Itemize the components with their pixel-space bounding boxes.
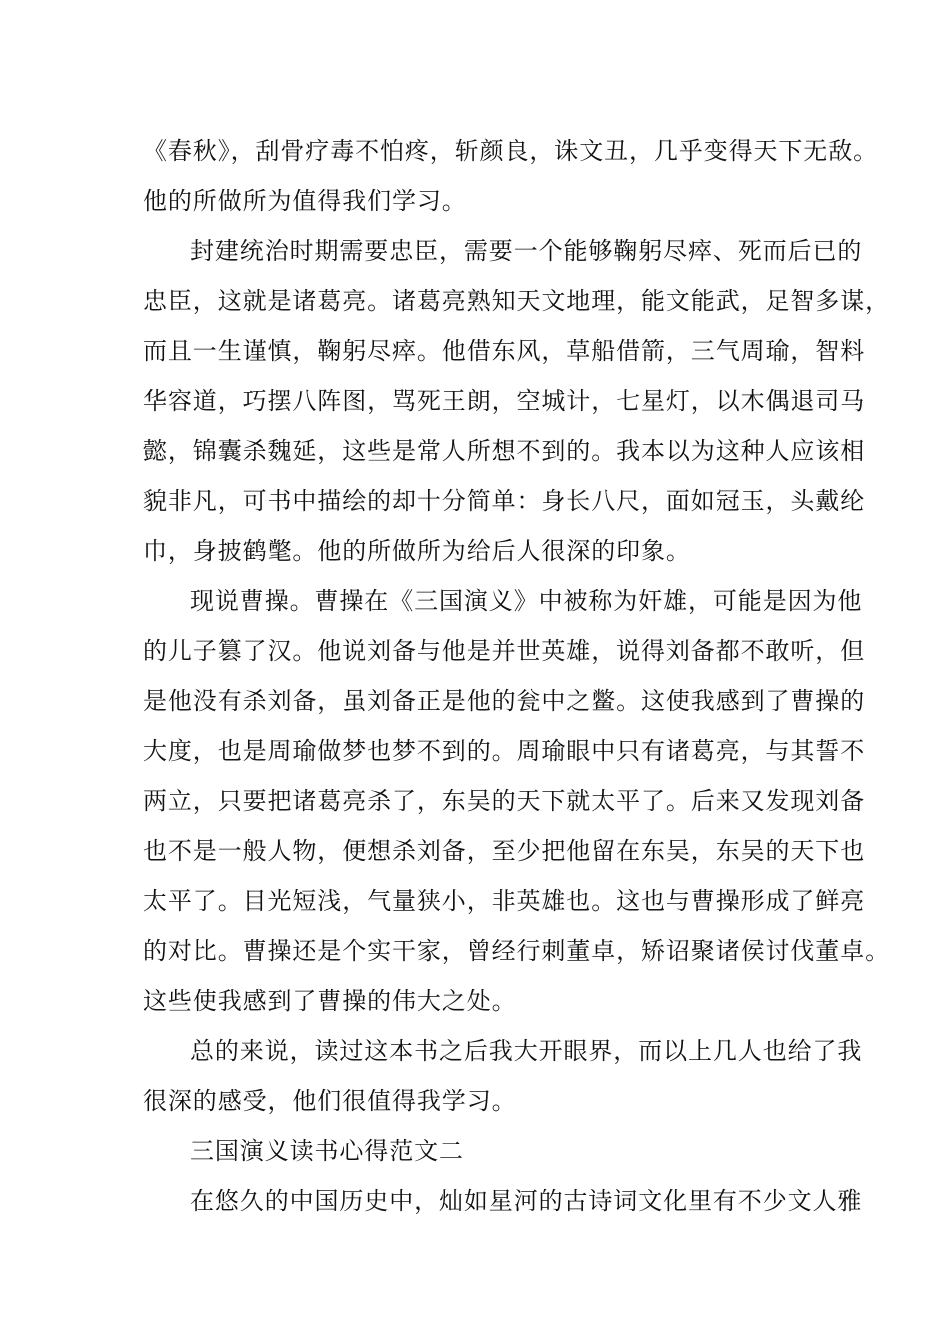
paragraph-first-line: 总的来说，读过这本书之后我大开眼界，而以上几人也给了我 — [190, 1037, 863, 1065]
text-line: 懿，锦囊杀魏延，这些是常人所想不到的。我本以为这种人应该相 — [143, 437, 866, 465]
text-line: 华容道，巧摆八阵图，骂死王朗，空城计，七星灯，以木偶退司马 — [143, 387, 866, 415]
text-line: 也不是一般人物，便想杀刘备，至少把他留在东吴，东吴的天下也 — [143, 837, 866, 865]
paragraph-first-line: 现说曹操。曹操在《三国演义》中被称为奸雄，可能是因为他 — [190, 587, 863, 615]
text-line: 很深的感受，他们很值得我学习。 — [143, 1087, 517, 1115]
text-line: 貌非凡，可书中描绘的却十分简单：身长八尺，面如冠玉，头戴纶 — [143, 487, 866, 515]
text-line: 是他没有杀刘备，虽刘备正是他的瓮中之鳖。这使我感到了曹操的 — [143, 687, 866, 715]
text-line: 两立，只要把诸葛亮杀了，东吴的天下就太平了。后来又发现刘备 — [143, 787, 866, 815]
text-line: 的对比。曹操还是个实干家，曾经行刺董卓，矫诏聚诸侯讨伐董卓。 — [143, 937, 890, 965]
text-line: 这些使我感到了曹操的伟大之处。 — [143, 987, 517, 1015]
text-line: 忠臣，这就是诸葛亮。诸葛亮熟知天文地理，能文能武，足智多谋， — [143, 287, 890, 315]
section-heading: 三国演义读书心得范文二 — [190, 1137, 464, 1165]
text-line: 大度，也是周瑜做梦也梦不到的。周瑜眼中只有诸葛亮，与其誓不 — [143, 737, 866, 765]
text-line: 太平了。目光短浅，气量狭小，非英雄也。这也与曹操形成了鲜亮 — [143, 887, 866, 915]
text-line: 的儿子篡了汉。他说刘备与他是并世英雄，说得刘备都不敢听，但 — [143, 637, 866, 665]
text-line: 他的所做所为值得我们学习。 — [143, 187, 467, 215]
text-line: 而且一生谨慎，鞠躬尽瘁。他借东风，草船借箭，三气周瑜，智料 — [143, 337, 866, 365]
text-line: 《春秋》，刮骨疗毒不怕疼，斩颜良，诛文丑，几乎变得天下无敌。 — [143, 137, 878, 165]
text-line: 巾，身披鹤氅。他的所做所为给后人很深的印象。 — [143, 537, 691, 565]
paragraph-first-line: 封建统治时期需要忠臣，需要一个能够鞠躬尽瘁、死而后已的 — [190, 237, 863, 265]
paragraph-first-line: 在悠久的中国历史中，灿如星河的古诗词文化里有不少文人雅 — [190, 1187, 863, 1215]
